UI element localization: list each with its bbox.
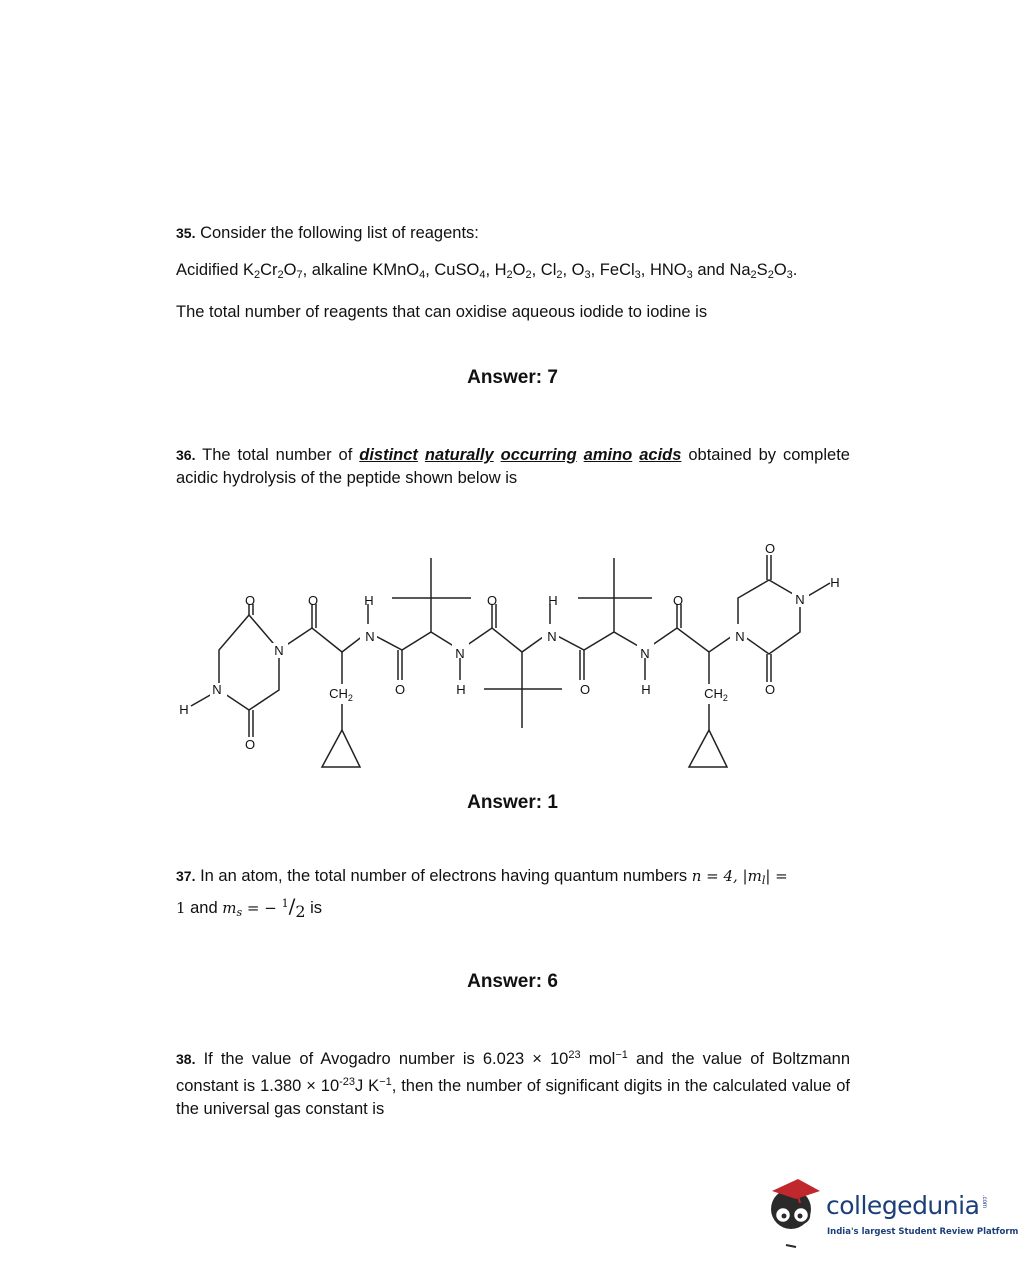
atom-N: N — [212, 682, 222, 697]
atom-N: N — [795, 592, 805, 607]
atom-O: O — [764, 541, 776, 556]
text-run: J K — [355, 1077, 380, 1095]
atom-O: O — [672, 593, 684, 608]
superscript: −1 — [615, 1049, 628, 1061]
subscript: 2 — [767, 269, 774, 281]
collegedunia-logo — [764, 1173, 1019, 1253]
superscript: −1 — [379, 1076, 392, 1088]
atom-N: N — [735, 629, 745, 644]
text-run: and the value of Boltzmann constant is 1.380 × 10 — [176, 1050, 851, 1095]
atom-O: O — [579, 682, 591, 697]
brand-name: collegedunia — [826, 1191, 980, 1220]
atom-H: H — [641, 682, 651, 697]
emphasis-word: naturally — [424, 446, 494, 464]
structure-bonds — [191, 555, 830, 767]
atom-H: H — [179, 702, 189, 717]
subscript: 2 — [525, 269, 532, 281]
peptide-structure — [0, 530, 1025, 780]
answer-36 — [0, 792, 1025, 814]
text-run: Acidified K — [176, 261, 254, 279]
text-run: O — [512, 261, 526, 279]
subscript: 2 — [253, 269, 261, 281]
question-text: Consider the following list of reagents: — [200, 224, 479, 242]
brand-domain: .com — [981, 1195, 987, 1209]
subscript: 2 — [277, 269, 284, 281]
text-run: , HNO — [640, 261, 687, 279]
text-run: , FeCl — [590, 261, 635, 279]
atom-O: O — [244, 593, 256, 608]
question-text: is — [305, 899, 323, 917]
subscript: 2 — [556, 269, 563, 281]
subscript: 7 — [296, 269, 303, 281]
emphasis-word: distinct — [359, 446, 418, 464]
math-value: 1 — [176, 899, 186, 917]
atom-N: N — [274, 643, 284, 658]
atom-O: O — [764, 682, 776, 697]
text-run: Cr — [260, 261, 278, 279]
text-run: If the value of Avogadro number is 6.023 × 10 — [203, 1050, 569, 1068]
question-37 — [176, 865, 850, 924]
emphasis-word: occurring — [500, 446, 577, 464]
atom-N: N — [365, 629, 375, 644]
atom-O: O — [307, 593, 319, 608]
text-run: , then the number of significant digits in the calculated value of the universal gas constant is — [176, 1077, 851, 1118]
group-CH2: $CH_2$ — [704, 686, 728, 703]
question-38 — [176, 1044, 850, 1121]
text-run: and Na — [692, 261, 751, 279]
text-run: , CuSO — [425, 261, 480, 279]
atom-N: N — [455, 646, 465, 661]
question-number: 38. — [176, 1051, 196, 1067]
question-text: The total number of reagents that can oxidise aqueous iodide to iodine is — [176, 303, 708, 321]
atom-H: H — [830, 575, 840, 590]
subscript: 2 — [506, 269, 513, 281]
question-text: and — [185, 899, 223, 917]
reagent-list — [176, 259, 850, 287]
atom-O: O — [486, 593, 498, 608]
subscript: 4 — [479, 269, 486, 281]
question-number: 36. — [176, 447, 196, 463]
answer-text: Answer: 1 — [467, 792, 558, 813]
question-text: obtained by complete acidic hydrolysis of the peptide shown below is — [176, 446, 850, 487]
atom-H: H — [548, 593, 558, 608]
atom-O: O — [394, 682, 406, 697]
text-run: . — [792, 261, 798, 279]
atom-O: O — [244, 737, 256, 752]
atom-H: H — [456, 682, 466, 697]
subscript: 2 — [750, 269, 757, 281]
answer-text: Answer: 6 — [467, 971, 558, 992]
mascot-icon — [764, 1173, 826, 1253]
atom-N: N — [640, 646, 650, 661]
question-text: In an atom, the total number of electrons having quantum numbers — [200, 867, 692, 885]
question-number: 35. — [176, 225, 196, 241]
question-35 — [176, 222, 850, 324]
answer-35 — [0, 367, 1025, 389]
emphasis-word: amino — [583, 446, 633, 464]
question-number: 37. — [176, 868, 196, 884]
atom-H: H — [364, 593, 374, 608]
atom-N: N — [547, 629, 557, 644]
subscript: 4 — [419, 269, 426, 281]
superscript: 23 — [568, 1049, 581, 1061]
subscript: 3 — [634, 269, 641, 281]
text-run: , alkaline KMnO — [302, 261, 420, 279]
quantum-number-expression: n = 4, $|m_l|$ = — [691, 867, 788, 887]
question-36 — [176, 444, 850, 490]
brand-tagline: India's largest Student Review Platform — [827, 1227, 1019, 1237]
text-run: S — [756, 261, 768, 279]
text-run: O — [283, 261, 297, 279]
text-run: mol — [580, 1050, 616, 1068]
question-35-stem — [176, 222, 850, 245]
text-run: , O — [562, 261, 585, 279]
structure-atoms — [179, 541, 839, 752]
answer-37 — [0, 971, 1025, 993]
question-text: The total number of — [202, 446, 360, 464]
superscript: -23 — [339, 1076, 356, 1088]
subscript: 3 — [584, 269, 591, 281]
emphasis-word: acids — [639, 446, 682, 464]
text-run: , H — [485, 261, 507, 279]
spin-expression: $m_s$ = − $^1/_2$ — [222, 894, 306, 921]
subscript: 3 — [686, 269, 693, 281]
group-CH2: $CH_2$ — [329, 686, 353, 703]
text-run: , Cl — [531, 261, 557, 279]
answer-text: Answer: 7 — [467, 367, 558, 388]
question-text — [176, 1050, 850, 1118]
text-run: O — [773, 261, 787, 279]
subscript: 3 — [786, 269, 793, 281]
